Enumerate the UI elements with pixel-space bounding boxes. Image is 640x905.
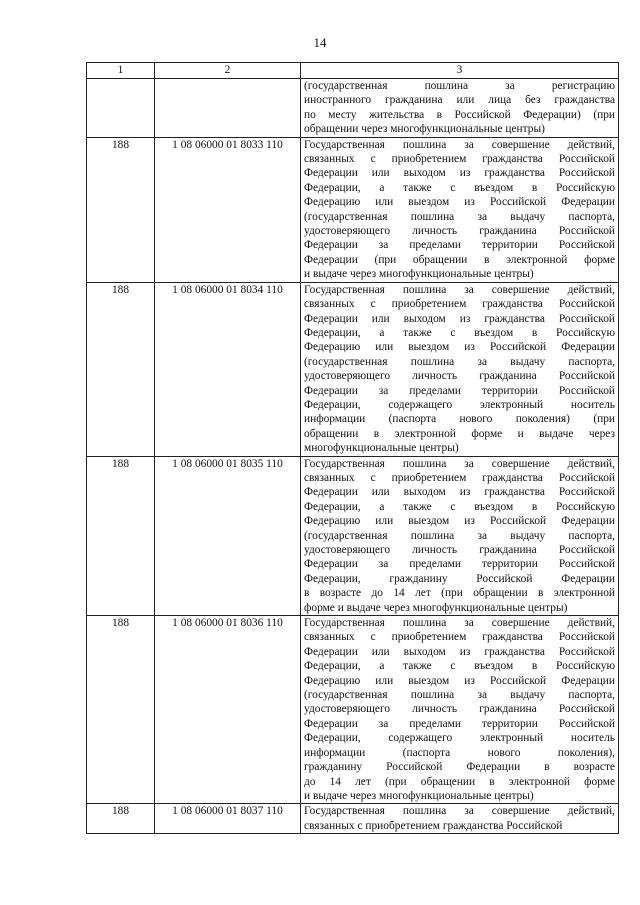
kbk-cell: 1 08 06000 01 8036 110 — [155, 616, 301, 804]
description-line: (государственная пошлина за выдачу паспорта, — [304, 210, 615, 223]
column-header-2: 2 — [155, 63, 301, 79]
kbk-cell: 1 08 06000 01 8034 110 — [155, 282, 301, 456]
description-line: удостоверяющего личность гражданина Российской — [304, 703, 615, 716]
table-row — [87, 616, 619, 804]
description-line: связанных с приобретением гражданства Российской — [304, 298, 615, 311]
description-line: информации (паспорта нового поколения) (при — [304, 413, 615, 426]
description-line: связанных с приобретением гражданства Российской — [304, 471, 615, 484]
description-line: Государственная пошлина за совершение действий, — [304, 805, 615, 818]
code-cell: 188 — [87, 137, 155, 282]
description-line: удостоверяющего личность гражданина Российской — [304, 544, 615, 556]
description-line: Федерацию или выездом из Российской Федерации — [304, 341, 615, 354]
description-line: Федерации за пределами территории Российской — [304, 558, 615, 571]
description-line: по месту жительства в Российской Федерации) (при — [304, 108, 615, 121]
description-line: информации (паспорта нового поколения), — [304, 746, 615, 759]
description-line: обращении через многофункциональные центры) — [304, 123, 545, 136]
description-line: Федерации, а также с въездом в Российскую — [304, 660, 615, 673]
description-line: многофункциональные центры) — [304, 442, 459, 455]
code-cell: 188 — [87, 804, 155, 834]
table-header-row — [87, 63, 619, 79]
description-line: Федерацию или выездом из Российской Федерации — [304, 515, 615, 528]
description-line: Федерации за пределами территории Российской — [304, 717, 615, 730]
description-line: связанных с приобретением гражданства Российской — [304, 153, 615, 166]
kbk-cell — [155, 79, 301, 138]
kbk-cell: 1 08 06000 01 8035 110 — [155, 456, 301, 615]
table-body — [87, 79, 619, 834]
description-line: (государственная пошлина за выдачу паспорта, — [304, 355, 615, 368]
table-row — [87, 282, 619, 456]
kbk-cell: 1 08 06000 01 8037 110 — [155, 804, 301, 834]
description-line: Государственная пошлина за совершение действий, — [304, 457, 615, 470]
description-line: Федерации или выходом из гражданства Российской — [304, 167, 615, 180]
description-line: гражданину Российской Федерации в возрасте — [304, 761, 615, 774]
description-line: (государственная пошлина за выдачу паспорта, — [304, 529, 615, 542]
code-cell: 188 — [87, 282, 155, 456]
description-cell — [301, 79, 619, 138]
description-line: Федерацию или выездом из Российской Федерации — [304, 196, 615, 209]
description-line: Федерации, гражданину Российской Федерации — [304, 572, 615, 585]
description-line: в возрасте до 14 лет (при обращении в электронной — [304, 587, 615, 600]
description-line: и выдаче через многофункциональные центры) — [304, 268, 534, 281]
description-line: форме и выдаче через многофункциональные центры) — [304, 601, 568, 614]
description-cell — [301, 137, 619, 282]
description-cell — [301, 804, 619, 834]
table-row — [87, 456, 619, 615]
description-line: обращении в электронной форме и выдаче через — [304, 427, 615, 440]
description-line: Федерации, содержащего электронный носитель — [304, 398, 615, 411]
description-line: Федерации, а также с въездом в Российскую — [304, 326, 615, 339]
description-line: иностранного гражданина или лица без гражданства — [304, 94, 615, 107]
description-line: удостоверяющего личность гражданина Российской — [304, 225, 615, 238]
kbk-cell: 1 08 06000 01 8033 110 — [155, 137, 301, 282]
description-line: Федерации за пределами территории Российской — [304, 239, 615, 252]
description-line: и выдаче через многофункциональные центры) — [304, 789, 534, 802]
column-header-1: 1 — [87, 63, 155, 79]
table-row-continuation — [87, 79, 619, 138]
code-cell — [87, 79, 155, 138]
description-line: Федерации или выходом из гражданства Российской — [304, 645, 615, 658]
table-row — [87, 137, 619, 282]
description-line: Государственная пошлина за совершение действий, — [304, 617, 615, 630]
description-line: Федерации, содержащего электронный носитель — [304, 732, 615, 745]
description-line: Федерации (при обращении в электронной форме — [304, 253, 615, 266]
description-line: Федерации или выходом из гражданства Российской — [304, 486, 615, 499]
table-row — [87, 804, 619, 834]
description-cell — [301, 616, 619, 804]
description-line: Государственная пошлина за совершение действий, — [304, 283, 615, 296]
description-line: связанных с приобретением гражданства Российской — [304, 819, 563, 832]
description-cell — [301, 456, 619, 615]
description-line: связанных с приобретением гражданства Российской — [304, 631, 615, 644]
description-line: Федерации, а также с въездом в Российскую — [304, 181, 615, 194]
page-number: 14 — [313, 35, 327, 50]
description-line: Федерации, а также с въездом в Российскую — [304, 500, 615, 513]
description-line: Федерацию или выездом из Российской Федерации — [304, 674, 615, 687]
description-cell — [301, 282, 619, 456]
code-cell: 188 — [87, 616, 155, 804]
description-line: до 14 лет (при обращении в электронной форме — [304, 775, 615, 788]
description-line: (государственная пошлина за выдачу паспорта, — [304, 689, 615, 702]
description-line: (государственная пошлина за регистрацию — [304, 80, 615, 92]
column-header-3: 3 — [301, 63, 619, 79]
description-line: Федерации или выходом из гражданства Российской — [304, 312, 615, 325]
budget-codes-table — [86, 62, 619, 834]
description-line: Государственная пошлина за совершение действий, — [304, 138, 615, 151]
description-line: Федерации за пределами территории Российской — [304, 384, 615, 397]
code-cell: 188 — [87, 456, 155, 615]
description-line: удостоверяющего личность гражданина Российской — [304, 370, 615, 383]
